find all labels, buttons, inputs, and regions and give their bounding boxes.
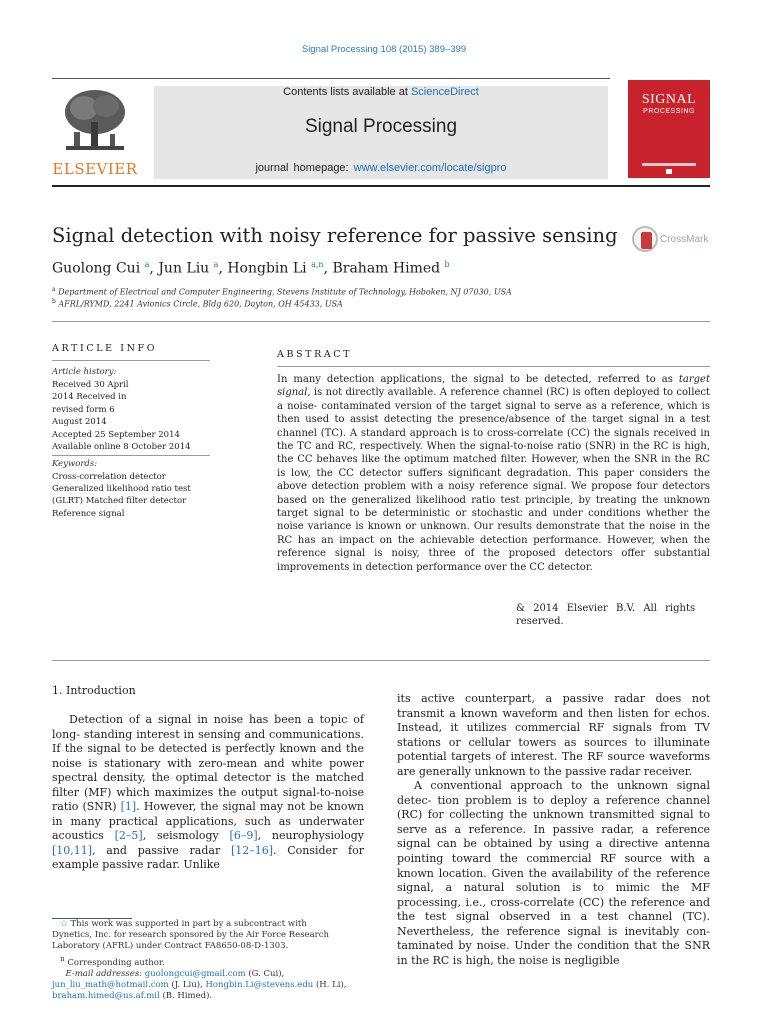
elsevier-wordmark: ELSEVIER — [52, 160, 138, 178]
affiliation-mark: a — [52, 286, 56, 293]
keywords-label: Keywords: — [52, 459, 98, 469]
citation-link[interactable]: [12–16] — [230, 843, 274, 857]
article-info-rule — [52, 360, 210, 361]
funding-footnote-line: Dynetics, Inc. for research sponsored by the Air Force Research — [52, 930, 329, 941]
funding-footnote-line: Laboratory (AFRL) under Contract FA8650-08-D-1303. — [52, 941, 289, 952]
footnote-star-icon[interactable]: ☆ — [60, 919, 68, 929]
author-name[interactable]: Guolong Cui — [52, 260, 141, 277]
crossmark-label: CrossMark — [660, 234, 709, 245]
paragraph: its active counterpart, a passive radar does not transmit a known waveform and then listen for echos. Instead, it utilizes commercial RF signals from TV stations or cellular towers as sources to illuminate potential targets of interest. The RF source waveforms are generally unknown to the passive radar receiver. — [397, 692, 710, 778]
citation-link[interactable]: [2–5] — [114, 829, 143, 843]
journal-masthead — [154, 86, 608, 179]
citation-link[interactable]: [10,11] — [52, 843, 93, 857]
email-footnote — [52, 969, 364, 980]
section-rule — [52, 321, 710, 322]
abstract-part: In many detection applications, the signal to be detected, referred to as — [277, 374, 679, 385]
author-name[interactable]: Braham Himed — [332, 260, 441, 277]
history-line: Received 30 April — [52, 380, 129, 390]
section-heading: 1. Introduction — [52, 684, 136, 697]
affiliation-mark: b — [52, 298, 56, 305]
keyword: Generalized likelihood ratio test — [52, 484, 191, 495]
cover-bar — [642, 163, 696, 166]
email-owner: (B. Himed). — [159, 991, 213, 1002]
journal-reference[interactable]: Signal Processing 108 (2015) 389–399 — [301, 44, 467, 55]
email-link[interactable]: guolongcui@gmail.com — [144, 968, 246, 979]
crossmark-badge[interactable] — [632, 226, 712, 256]
homepage-line — [154, 162, 608, 174]
keyword-list — [52, 471, 210, 520]
history-line: revised form 6 — [52, 404, 115, 415]
email-footnote — [52, 980, 364, 991]
history-line: 2014 Received in — [52, 392, 127, 403]
citation-link[interactable]: [1] — [120, 800, 137, 814]
footnotes — [52, 919, 364, 1002]
header-thick-rule — [52, 185, 710, 187]
affiliation — [52, 286, 512, 297]
affiliation — [52, 298, 343, 309]
article-info-rule — [52, 455, 210, 456]
keyword: (GLRT) Matched filter detector — [52, 496, 187, 507]
article-history — [52, 379, 210, 453]
email-label: E-mail addresses: — [65, 968, 145, 979]
text-run: Detection of a signal in noise has been a topic of long- standing interest in sensing and communications. If the signal to be detected is perfectly known and the noise is stationary with zero-mean and white power spectral density, the optimal detector is the matched filter (MF) which maximizes the output signal-to-noise ratio (SNR) — [52, 713, 364, 814]
paragraph — [52, 713, 364, 873]
paper-title: Signal detection with noisy reference for passive sensing — [52, 224, 618, 247]
text-run: , and passive radar — [92, 843, 231, 857]
author-name[interactable]: Hongbin Li — [227, 260, 307, 277]
author-list: Guolong Cui $^a$, Jun Liu $^a$, Hongbin Li $^{a,n}$, Braham Himed $^b$ — [52, 260, 450, 277]
sciencedirect-link[interactable]: ScienceDirect — [410, 86, 479, 98]
elsevier-logo[interactable] — [52, 86, 138, 178]
journal-cover-thumbnail[interactable] — [628, 80, 710, 178]
keyword: Cross-correlation detector — [52, 472, 166, 482]
copyright-notice: & 2014 Elsevier B.V. All rights reserved. — [516, 603, 696, 627]
text-run: , neurophysiology — [257, 829, 365, 843]
author-affil-mark[interactable]: b — [444, 260, 450, 269]
abstract-emphasis: target signal — [277, 374, 710, 399]
section-rule — [52, 660, 710, 661]
author-affil-mark[interactable]: a,n — [311, 260, 324, 269]
author-affil-mark[interactable]: a — [144, 260, 150, 269]
email-owner: (J. Liu), — [168, 979, 206, 990]
paragraph: A conventional approach to the unknown signal detec- tion problem is to deploy a reference channel (RC) for collecting the unknown transmitted signal to serve as a reference. In passive radar, a reference signal can be obtained by using a directive antenna pointing toward the commercial RF source with a known location. Given the availability of the reference signal, a natural solution is to mimic the MF processing, i.e., cross-correlate (CC) the reference and the test signal observed in a test channel (TC). Nevertheless, the reference signal is inevitably con- taminated by noise. Under the condition that the SNR in the RC is high, the noise is negligible — [397, 779, 710, 967]
footnote-text: Corresponding author. — [67, 957, 165, 968]
crossmark-icon — [632, 226, 658, 252]
cover-logo-mark — [666, 169, 672, 174]
affiliation-text: AFRL/RYMD, 2241 Avionics Circle, Bldg 620, Dayton, OH 45433, USA — [58, 299, 343, 309]
history-label: Article history: — [52, 367, 117, 377]
citation-link[interactable]: [6–9] — [229, 829, 258, 843]
email-link[interactable]: jun_liu_math@hotmail.com — [52, 979, 169, 990]
email-footnote — [52, 991, 364, 1002]
homepage-prefix: journal homepage: — [255, 162, 354, 174]
email-owner: (G. Cui), — [245, 968, 285, 979]
journal-title: Signal Processing — [304, 116, 458, 137]
author-name[interactable]: Jun Liu — [158, 260, 210, 277]
contents-prefix: Contents lists available at — [283, 86, 411, 98]
email-link[interactable]: Hongbin.Li@stevens.edu — [205, 979, 314, 990]
body-column-left — [52, 713, 364, 873]
history-line: August 2014 — [52, 417, 107, 428]
keyword: Reference signal — [52, 508, 125, 519]
history-line: Accepted 25 September 2014 — [52, 429, 180, 440]
abstract-part: , is not directly available. A reference channel (RC) is often deployed to collect a noise- contaminated version of the target signal to serve as a reference, which is then used to assist detecting the presence/absence of the target signal in a test channel (TC). A standard approach is to cross-correlate (CC) the signals received in the TC and RC, respectively. When the signal-to-noise ratio (SNR) in the RC is high, the CC behaves like the optimum matched filter. However, when the SNR in the RC is low, the CC detector suffers significant degradation. This paper considers the above detection problem with a noisy reference signal. We propose four detectors based on the generalized likelihood ratio test principle, by treating the unknown target signal to be deterministic or stochastic and under conditions whether the noise variance is known or unknown. Our results demonstrate that the noise in the RC has an impact on the achievable detection performance. However, when the reference signal is noisy, three of the proposed detectors offer substantial improvements in detection performance over the CC detector. — [277, 387, 710, 573]
author-affil-mark[interactable]: a — [213, 260, 219, 269]
journal-homepage-link[interactable]: www.elsevier.com/locate/sigpro — [353, 162, 507, 174]
header-rule — [52, 78, 610, 79]
abstract-text — [277, 373, 710, 574]
email-link[interactable]: braham.himed@us.af.mil — [52, 991, 160, 1002]
body-column-right — [397, 692, 710, 968]
affiliation-text: Department of Electrical and Computer Engineering, Stevens Institute of Technology, Hoboken, NJ 07030, USA — [58, 287, 512, 297]
text-run: , seismology — [142, 829, 230, 843]
contents-line — [154, 86, 608, 98]
abstract-heading: ABSTRACT — [277, 349, 353, 360]
article-info-heading: ARTICLE INFO — [52, 343, 158, 354]
corresponding-mark: n — [60, 953, 65, 963]
abstract-rule — [277, 366, 710, 367]
cover-title: SIGNAL — [641, 92, 697, 107]
funding-footnote — [52, 919, 364, 930]
corresponding-footnote — [52, 953, 364, 969]
text-run: . However, the signal may not be known in many practical applications, such as underwater acoustics — [52, 800, 364, 843]
email-owner: (H. Li), — [313, 979, 347, 990]
cover-subtitle: PROCESSING — [643, 108, 695, 115]
footnote-text: This work was supported in part by a subcontract with — [70, 919, 307, 929]
text-run: . Consider for example passive radar. Unlike — [52, 843, 364, 872]
tree-icon — [60, 86, 130, 156]
history-line: Available online 8 October 2014 — [52, 442, 191, 453]
